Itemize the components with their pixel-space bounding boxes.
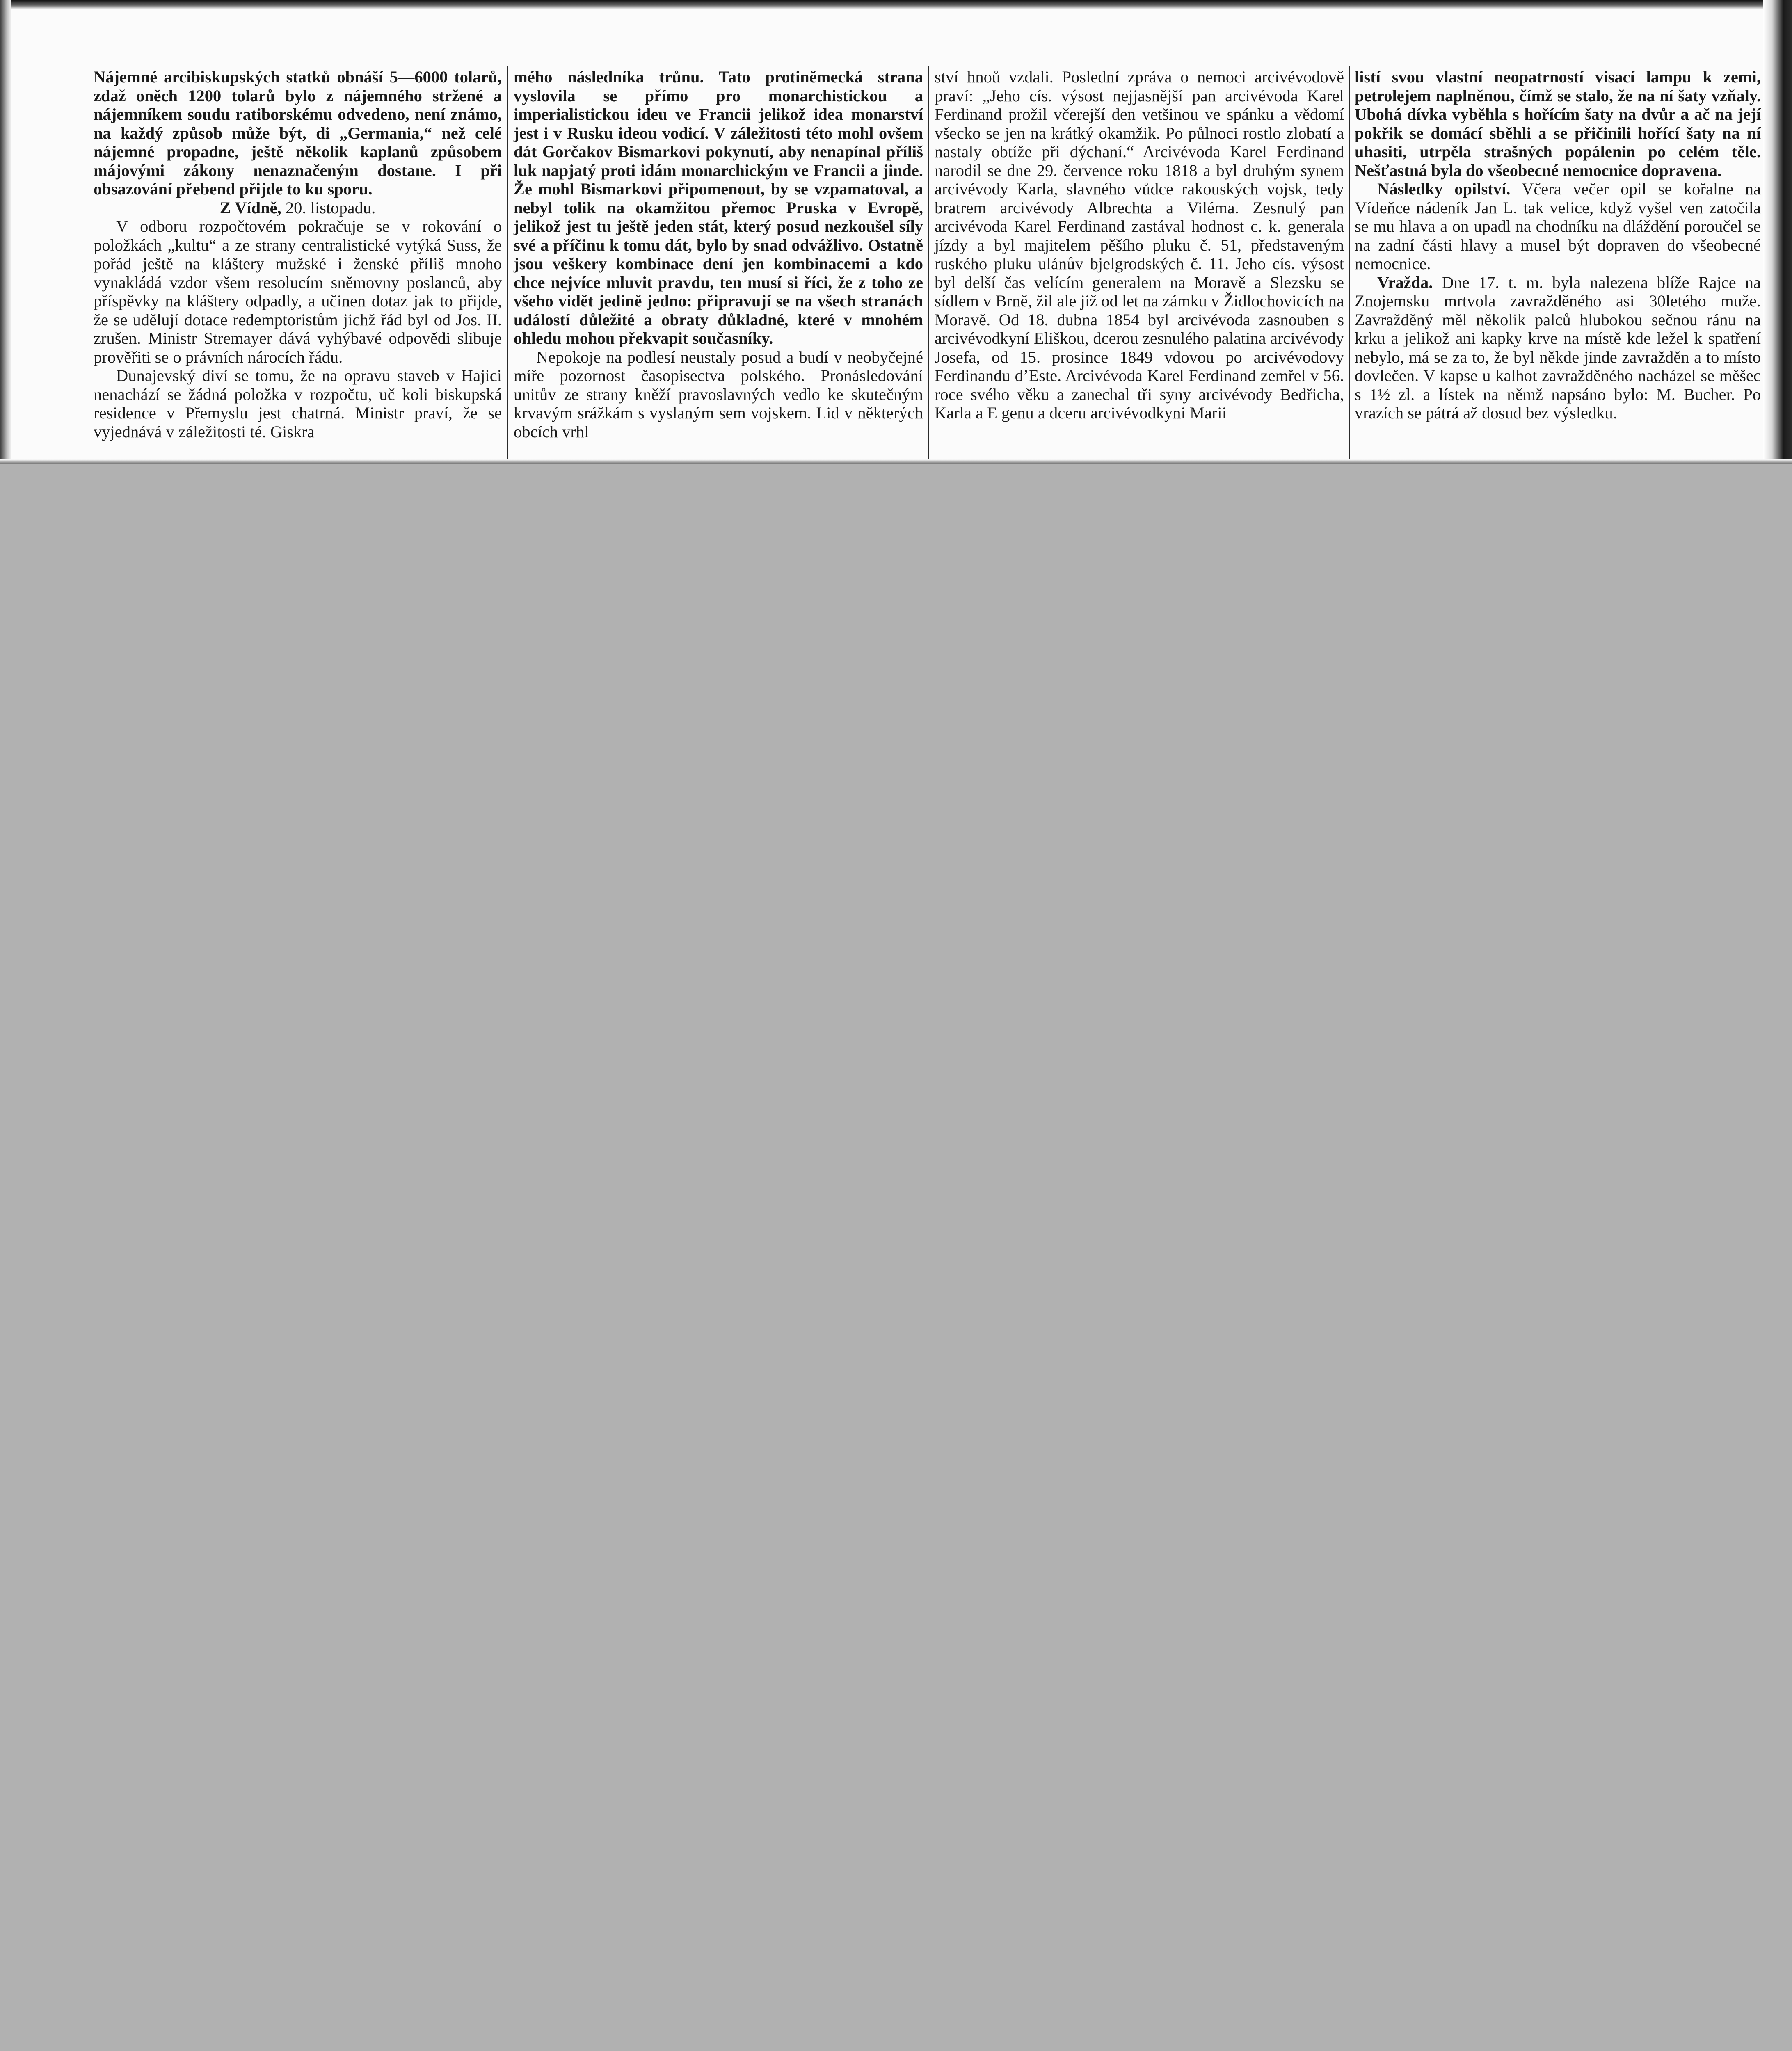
paragraph-unrest: Nepokoje na podlesí neustaly posud a budí v neobyčejné míře pozornost časopisectva polského. Pronásledování unitův ze strany kněží pravoslavných vedlo ke skutečným krvavým srážkám s vyslaným sem vojskem. Lid v některých obcích vrhl [514,347,923,441]
column-3 [935,68,1344,423]
paragraph-murder [1355,273,1761,423]
section-lead: Následky opilství. [1377,180,1511,198]
paragraph-text: Nájemné arcibiskupských statků obnáší 5—6000 tolarů, zdaž oněch 1200 tolarů bylo z nájemného stržené a nájemníkem soudu ratiborskému odvedeno, není známo, na každý způsob může být, di „Germania,“ než celé nájemné propadne, ještě několik kaplanů způsobem májovými zákony nenaznačeným dostane. I při obsazování přebend přijde to ku sporu. [94,68,502,198]
dateline-date: 20. listopadu. [285,198,376,217]
page-top-edge [0,0,1792,9]
paragraph-dunajevsky: Dunajevský diví se tomu, že na opravu staveb v Hajici nenachází se žádná položka v rozpočtu, uč koli biskupská residence v Přemyslu jest chatrná. Ministr praví, že se vyjednává v záležitosti té. Giskra [94,366,502,441]
paragraph-rent [94,68,502,199]
column-1 [94,68,502,441]
column-rule [507,66,508,459]
paragraph-budget: V odboru rozpočtovém pokračuje se v rokování o položkách „kultu“ a ze strany centralistické vytýká Suss, že pořád ještě na kláštery mužské i ženské příliš mnoho vynakládá vzdor všem resolucím sněmovny poslanců, aby příspěvky na kláštery odpadly, a učinen dotaz jak to přijde, že se udělují dotace redemptoristům jichž řád byl od Jos. II. zrušen. Ministr Stremayer dává vyhýbavé odpovědi slibuje prověřiti se o právních nárocích řádu. [94,217,502,366]
dateline-place: Z Vídně, [219,198,281,217]
column-rule [928,66,929,459]
column-2 [514,68,923,441]
column-4 [1355,68,1761,423]
paragraph-lamp-fire: listí svou vlastní neopatrností visací lampu k zemi, petrolejem naplněnou, čímž se stalo, že na ní šaty vzňaly. Ubohá dívka vyběhla s hořícím šaty na dvůr a ač na její pokřik se domácí sběhli a se přičinili hořící šaty na ní uhasiti, utrpěla strašných popálenin po celém těle. Nešťastná byla do všeobecné nemocnice dopravena. [1355,68,1761,180]
page-left-edge [0,0,11,464]
paragraph-archduke: ství hnoů vzdali. Poslední zpráva o nemoci arcivévodově praví: „Jeho cís. výsost nejjasnější pan arcivévoda Karel Ferdinand prožil včerejší den vetšinou ve spánku a vědomí všecko se jen na krátký okamžik. Po půlnoci rostlo zlobatí a nastaly obtíže při dýchaní.“ Arcivévoda Karel Ferdinand narodil se dne 29. července roku 1818 a byl druhým synem arcivévody Karla, slavného vůdce rakouských vojsk, tedy bratrem arcivévody Albrechta a Viléma. Zesnulý pan arcivévoda Karel Ferdinand zastával hodnost c. k. generala jízdy a byl majitelem pěšího pluku č. 51, představeným ruského pluku ulánův bjelgrodských č. 11. Jeho cís. výsost byl delší čas velícím generalem na Moravě a Slezsku se sídlem v Brně, žil ale již od let na zámku v Židlochovicích na Moravě. Od 18. dubna 1854 byl arcivévoda zasnouben s arcivévodkyní Eliškou, dcerou zesnulého palatina arcivévody Josefa, od 15. prosince 1849 vdovou po arcivévodovy Ferdinandu d’Este. Arcivévoda Karel Ferdinand zemřel v 56. roce svého věku a zanechal tři syny arcivévody Bedřicha, Karla a E genu a dceru arcivévodkyni Marii [935,68,1344,422]
scan-cut-edge [0,459,1792,464]
blank-gray-area [0,464,1792,2051]
section-lead: Vražda. [1377,273,1433,292]
dateline-vienna [94,199,502,217]
paragraph-text: Dne 17. t. m. byla nalezena blíže Rajce na Znojemsku mrtvola zavražděného asi 30letého muže. Zavražděný měl několik palců hlubokou sečnou ránu na krku a jelikož ani kapky krve na místě kde ležel k spatření nebylo, má se za to, že byl někde jinde zavražděn a to místo dovlečen. V kapse u kalhot zavražděného nacházel se měšec s 1½ zl. a lístek na němž napsáno bylo: M. Bucher. Po vrazích se pátrá až dosud bez výsledku. [1355,273,1761,422]
paragraph-text: Včera večer opil se kořalne na Vídeňce nádeník Jan L. tak velice, když vyšel ven zatočila se mu hlava a on upadl na chodníku na dláždění poroučel se na zadní části hlavy a musel být dopraven do všeobecné nemocnice. [1355,180,1761,273]
column-rule [1349,66,1350,459]
page-right-edge [1763,0,1792,464]
paragraph-politics: mého následníka trůnu. Tato protiněmecká strana vyslovila se přímo pro monarchistickou a imperialistickou ideu ve Francii jelikož idea monarství jest i v Rusku ideou vodicí. V záležitosti této mohl ovšem dát Gorčakov Bismarkovi pokynutí, aby nenapínal příliš luk napjatý proti idám monarchickým ve Francii a jinde. Že mohl Bismarkovi připomenout, by se vzpamatoval, a nebyl tolik na okamžitou přemoc Pruska v Evropě, jelikož jest tu ještě jeden stát, který posud nezkoušel síly své a příčinu k tomu dát, bylo by snad odvážlivo. Ostatně jsou veškery kombinace dení jen kombinacemi a kdo chce nejvíce mluvit pravdu, ten musí si říci, že z toho ze všeho vidět jedině jedno: připravují se na všech stranách událostí důležité a obraty důkladné, které v mnohém ohledu mohou překvapit současníky. [514,68,923,347]
paragraph-drunkenness [1355,180,1761,273]
newspaper-scan-strip [0,0,1792,464]
